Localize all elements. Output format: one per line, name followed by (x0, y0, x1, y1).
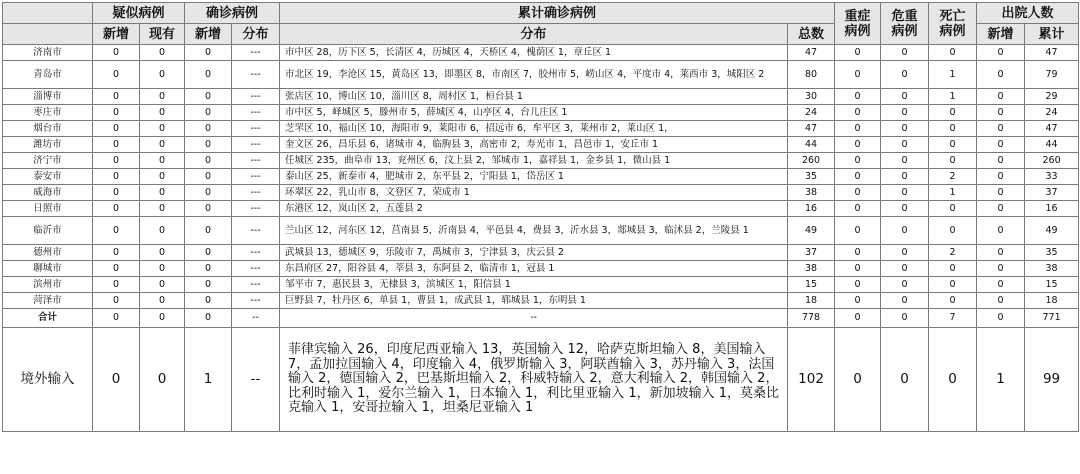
discharged-new-cell: 1 (977, 328, 1025, 432)
death-cell: 0 (929, 328, 977, 432)
severe-cell: 0 (835, 61, 881, 89)
suspected-new-cell: 0 (93, 293, 140, 309)
confirmed-new-cell: 0 (185, 293, 232, 309)
severe-cell: 0 (835, 105, 881, 121)
suspected-existing-cell: 0 (140, 137, 185, 153)
death-cell: 0 (929, 201, 977, 217)
death-cell: 0 (929, 153, 977, 169)
discharged-total-cell: 33 (1025, 169, 1079, 185)
suspected-new-cell: 0 (93, 261, 140, 277)
discharged-total-cell: 79 (1025, 61, 1079, 89)
cumulative-distribution-cell: 张店区 10，博山区 10，淄川区 8，周村区 1，桓台县 1 (280, 89, 788, 105)
death-cell: 1 (929, 185, 977, 201)
discharged-new-cell: 0 (977, 137, 1025, 153)
cumulative-distribution-cell: 邹平市 7，惠民县 3，无棣县 3，滨城区 1，阳信县 1 (280, 277, 788, 293)
suspected-existing-cell: 0 (140, 121, 185, 137)
cumulative-distribution-cell: 任城区 235，曲阜市 13，兖州区 6，汶上县 2，邹城市 1，嘉祥县 1，金乡县 1，微山县 1 (280, 153, 788, 169)
suspected-existing-cell: 0 (140, 293, 185, 309)
city-cell: 临沂市 (3, 217, 93, 245)
death-cell: 0 (929, 105, 977, 121)
city-cell: 泰安市 (3, 169, 93, 185)
header-confirmed: 确诊病例 (185, 3, 280, 24)
header-row-1 (3, 3, 1079, 24)
header-death: 死亡 病例 (929, 3, 977, 45)
cumulative-total-cell: 49 (788, 217, 835, 245)
cumulative-total-cell: 18 (788, 293, 835, 309)
discharged-new-cell: 0 (977, 277, 1025, 293)
severe-cell: 0 (835, 261, 881, 277)
cumulative-total-cell: 30 (788, 89, 835, 105)
cumulative-total-cell: 38 (788, 261, 835, 277)
discharged-total-cell: 49 (1025, 217, 1079, 245)
table-row (3, 245, 1079, 261)
confirmed-distribution-cell: --- (232, 185, 280, 201)
confirmed-distribution-cell: -- (232, 328, 280, 432)
table-row (3, 105, 1079, 121)
header-critical: 危重 病例 (881, 3, 929, 45)
suspected-new-cell: 0 (93, 61, 140, 89)
confirmed-distribution-cell: --- (232, 61, 280, 89)
discharged-new-cell: 0 (977, 245, 1025, 261)
confirmed-distribution-cell: --- (232, 153, 280, 169)
cumulative-distribution-cell: 泰山区 25，新泰市 4，肥城市 2，东平县 2，宁阳县 1，岱岳区 1 (280, 169, 788, 185)
cumulative-total-cell: 80 (788, 61, 835, 89)
severe-cell: 0 (835, 185, 881, 201)
discharged-total-cell: 37 (1025, 185, 1079, 201)
severe-cell: 0 (835, 169, 881, 185)
confirmed-distribution-cell: --- (232, 137, 280, 153)
discharged-new-cell: 0 (977, 89, 1025, 105)
cumulative-total-cell: 102 (788, 328, 835, 432)
suspected-new-cell: 0 (93, 105, 140, 121)
suspected-new-cell: 0 (93, 245, 140, 261)
critical-cell: 0 (881, 105, 929, 121)
suspected-new-cell: 0 (93, 309, 140, 328)
suspected-new-cell: 0 (93, 328, 140, 432)
death-cell: 0 (929, 217, 977, 245)
header-cumulative-total: 总数 (788, 24, 835, 45)
suspected-existing-cell: 0 (140, 201, 185, 217)
discharged-total-cell: 18 (1025, 293, 1079, 309)
header-blank-2 (3, 24, 93, 45)
suspected-existing-cell: 0 (140, 245, 185, 261)
city-cell: 聊城市 (3, 261, 93, 277)
city-cell: 烟台市 (3, 121, 93, 137)
discharged-new-cell: 0 (977, 169, 1025, 185)
discharged-total-cell: 35 (1025, 245, 1079, 261)
critical-cell: 0 (881, 61, 929, 89)
imported-cases-row (3, 328, 1079, 432)
header-discharged: 出院人数 (977, 3, 1079, 24)
confirmed-distribution-cell: --- (232, 105, 280, 121)
severe-cell: 0 (835, 89, 881, 105)
death-cell: 1 (929, 61, 977, 89)
suspected-new-cell: 0 (93, 277, 140, 293)
cumulative-distribution-cell: 东港区 12，岚山区 2，五莲县 2 (280, 201, 788, 217)
critical-cell: 0 (881, 137, 929, 153)
severe-cell: 0 (835, 201, 881, 217)
total-label: 合计 (3, 309, 93, 328)
critical-cell: 0 (881, 217, 929, 245)
suspected-existing-cell: 0 (140, 185, 185, 201)
critical-cell: 0 (881, 309, 929, 328)
critical-cell: 0 (881, 328, 929, 432)
city-cell: 淄博市 (3, 89, 93, 105)
discharged-total-cell: 260 (1025, 153, 1079, 169)
death-cell: 7 (929, 309, 977, 328)
confirmed-new-cell: 1 (185, 328, 232, 432)
discharged-total-cell: 29 (1025, 89, 1079, 105)
confirmed-new-cell: 0 (185, 185, 232, 201)
confirmed-new-cell: 0 (185, 201, 232, 217)
confirmed-distribution-cell: --- (232, 169, 280, 185)
header-confirmed-new: 新增 (185, 24, 232, 45)
discharged-new-cell: 0 (977, 293, 1025, 309)
suspected-existing-cell: 0 (140, 277, 185, 293)
confirmed-new-cell: 0 (185, 153, 232, 169)
severe-cell: 0 (835, 137, 881, 153)
cumulative-distribution-cell: 武城县 13，德城区 9，乐陵市 7，禹城市 3，宁津县 3，庆云县 2 (280, 245, 788, 261)
header-discharged-total: 累计 (1025, 24, 1079, 45)
table-row (3, 61, 1079, 89)
table-row (3, 169, 1079, 185)
cumulative-distribution-cell: 环翠区 22，乳山市 8，文登区 7，荣成市 1 (280, 185, 788, 201)
confirmed-distribution-cell: --- (232, 217, 280, 245)
suspected-existing-cell: 0 (140, 89, 185, 105)
discharged-total-cell: 24 (1025, 105, 1079, 121)
critical-cell: 0 (881, 201, 929, 217)
city-cell: 枣庄市 (3, 105, 93, 121)
city-cell: 济宁市 (3, 153, 93, 169)
cumulative-total-cell: 44 (788, 137, 835, 153)
total-row (3, 309, 1079, 328)
cumulative-total-cell: 38 (788, 185, 835, 201)
table-row (3, 201, 1079, 217)
discharged-total-cell: 44 (1025, 137, 1079, 153)
cumulative-distribution-cell: 巨野县 7，牡丹区 6，单县 1，曹县 1，成武县 1，郓城县 1，东明县 1 (280, 293, 788, 309)
confirmed-new-cell: 0 (185, 309, 232, 328)
cumulative-distribution-cell: 市中区 5，峄城区 5，滕州市 5，薛城区 4，山亭区 4，台儿庄区 1 (280, 105, 788, 121)
critical-cell: 0 (881, 261, 929, 277)
critical-cell: 0 (881, 169, 929, 185)
death-cell: 0 (929, 137, 977, 153)
confirmed-distribution-cell: --- (232, 201, 280, 217)
imported-distribution-cell: 菲律宾输入 26，印度尼西亚输入 13，英国输入 12，哈萨克斯坦输入 8，美国输入 7，孟加拉国输入 4，印度输入 4，俄罗斯输入 3，阿联酋输入 3，苏丹输入 3，法国输入 2，德国输入 2，巴基斯坦输入 2，科威特输入 2，意大利输入 2，韩国输入 2，比利时输入 1，爱尔兰输入 1，日本输入 1，利比里亚输入 1，新加坡输入 1，莫桑比克输入 1，安哥拉输入 1，坦桑尼亚输入 1 (280, 328, 788, 432)
discharged-total-cell: 38 (1025, 261, 1079, 277)
discharged-new-cell: 0 (977, 201, 1025, 217)
death-cell: 0 (929, 261, 977, 277)
confirmed-new-cell: 0 (185, 89, 232, 105)
cumulative-total-cell: 47 (788, 45, 835, 61)
table-row (3, 277, 1079, 293)
header-suspected-existing: 现有 (140, 24, 185, 45)
suspected-new-cell: 0 (93, 201, 140, 217)
severe-cell: 0 (835, 328, 881, 432)
table-row (3, 45, 1079, 61)
imported-label: 境外输入 (3, 328, 93, 432)
cumulative-distribution-cell: 市北区 19，李沧区 15，黄岛区 13，即墨区 8，市南区 7，胶州市 5，崂山区 4，平度市 4，莱西市 3，城阳区 2 (280, 61, 788, 89)
critical-cell: 0 (881, 293, 929, 309)
death-cell: 2 (929, 169, 977, 185)
confirmed-new-cell: 0 (185, 61, 232, 89)
discharged-new-cell: 0 (977, 217, 1025, 245)
confirmed-distribution-cell: --- (232, 277, 280, 293)
critical-cell: 0 (881, 45, 929, 61)
discharged-total-cell: 16 (1025, 201, 1079, 217)
confirmed-new-cell: 0 (185, 45, 232, 61)
cumulative-total-cell: 15 (788, 277, 835, 293)
discharged-total-cell: 47 (1025, 121, 1079, 137)
confirmed-distribution-cell: -- (232, 309, 280, 328)
critical-cell: 0 (881, 121, 929, 137)
cumulative-total-cell: 37 (788, 245, 835, 261)
severe-cell: 0 (835, 217, 881, 245)
header-suspected: 疑似病例 (93, 3, 185, 24)
confirmed-distribution-cell: --- (232, 121, 280, 137)
cumulative-distribution-cell: -- (280, 309, 788, 328)
severe-cell: 0 (835, 121, 881, 137)
header-blank (3, 3, 93, 24)
suspected-existing-cell: 0 (140, 328, 185, 432)
cumulative-distribution-cell: 奎文区 26，昌乐县 6，诸城市 4，临朐县 3，高密市 2，寿光市 1，昌邑市 1，安丘市 1 (280, 137, 788, 153)
death-cell: 0 (929, 121, 977, 137)
suspected-existing-cell: 0 (140, 309, 185, 328)
discharged-new-cell: 0 (977, 121, 1025, 137)
city-cell: 潍坊市 (3, 137, 93, 153)
suspected-new-cell: 0 (93, 153, 140, 169)
table-row (3, 185, 1079, 201)
suspected-existing-cell: 0 (140, 261, 185, 277)
critical-cell: 0 (881, 153, 929, 169)
table-row (3, 121, 1079, 137)
table-row (3, 89, 1079, 105)
confirmed-new-cell: 0 (185, 261, 232, 277)
discharged-new-cell: 0 (977, 185, 1025, 201)
suspected-existing-cell: 0 (140, 169, 185, 185)
table-row (3, 293, 1079, 309)
suspected-existing-cell: 0 (140, 217, 185, 245)
discharged-total-cell: 47 (1025, 45, 1079, 61)
confirmed-distribution-cell: --- (232, 261, 280, 277)
table-row (3, 261, 1079, 277)
severe-cell: 0 (835, 153, 881, 169)
suspected-existing-cell: 0 (140, 153, 185, 169)
header-severe: 重症 病例 (835, 3, 881, 45)
cumulative-total-cell: 24 (788, 105, 835, 121)
suspected-new-cell: 0 (93, 185, 140, 201)
confirmed-new-cell: 0 (185, 105, 232, 121)
city-cell: 威海市 (3, 185, 93, 201)
death-cell: 0 (929, 277, 977, 293)
confirmed-new-cell: 0 (185, 137, 232, 153)
severe-cell: 0 (835, 309, 881, 328)
cumulative-total-cell: 778 (788, 309, 835, 328)
discharged-new-cell: 0 (977, 61, 1025, 89)
cumulative-total-cell: 47 (788, 121, 835, 137)
confirmed-distribution-cell: --- (232, 293, 280, 309)
confirmed-new-cell: 0 (185, 245, 232, 261)
confirmed-new-cell: 0 (185, 277, 232, 293)
suspected-new-cell: 0 (93, 169, 140, 185)
header-confirmed-distribution: 分布 (232, 24, 280, 45)
critical-cell: 0 (881, 277, 929, 293)
table-row (3, 137, 1079, 153)
cumulative-distribution-cell: 东昌府区 27，阳谷县 4，莘县 3，东阿县 2，临清市 1，冠县 1 (280, 261, 788, 277)
discharged-new-cell: 0 (977, 45, 1025, 61)
suspected-new-cell: 0 (93, 137, 140, 153)
severe-cell: 0 (835, 277, 881, 293)
city-cell: 济南市 (3, 45, 93, 61)
discharged-new-cell: 0 (977, 309, 1025, 328)
header-suspected-new: 新增 (93, 24, 140, 45)
suspected-new-cell: 0 (93, 217, 140, 245)
cumulative-distribution-cell: 兰山区 12，河东区 12，莒南县 5，沂南县 4，平邑县 4，费县 3，沂水县 3，郯城县 3，临沭县 2，兰陵县 1 (280, 217, 788, 245)
suspected-existing-cell: 0 (140, 61, 185, 89)
confirmed-new-cell: 0 (185, 169, 232, 185)
header-discharged-new: 新增 (977, 24, 1025, 45)
city-cell: 菏泽市 (3, 293, 93, 309)
suspected-existing-cell: 0 (140, 45, 185, 61)
suspected-new-cell: 0 (93, 45, 140, 61)
discharged-new-cell: 0 (977, 105, 1025, 121)
confirmed-distribution-cell: --- (232, 45, 280, 61)
cumulative-total-cell: 260 (788, 153, 835, 169)
discharged-total-cell: 15 (1025, 277, 1079, 293)
confirmed-new-cell: 0 (185, 217, 232, 245)
critical-cell: 0 (881, 245, 929, 261)
critical-cell: 0 (881, 185, 929, 201)
death-cell: 0 (929, 45, 977, 61)
suspected-existing-cell: 0 (140, 105, 185, 121)
cumulative-distribution-cell: 市中区 28，历下区 5，长清区 4，历城区 4，天桥区 4，槐荫区 1，章丘区 1 (280, 45, 788, 61)
severe-cell: 0 (835, 293, 881, 309)
confirmed-new-cell: 0 (185, 121, 232, 137)
cumulative-total-cell: 16 (788, 201, 835, 217)
death-cell: 0 (929, 293, 977, 309)
discharged-total-cell: 771 (1025, 309, 1079, 328)
city-cell: 德州市 (3, 245, 93, 261)
confirmed-distribution-cell: --- (232, 245, 280, 261)
discharged-new-cell: 0 (977, 261, 1025, 277)
header-cumulative-distribution: 分布 (280, 24, 788, 45)
severe-cell: 0 (835, 245, 881, 261)
cumulative-total-cell: 35 (788, 169, 835, 185)
table-row (3, 153, 1079, 169)
city-cell: 滨州市 (3, 277, 93, 293)
cumulative-distribution-cell: 芝罘区 10，福山区 10，海阳市 9，莱阳市 6，招远市 6，牟平区 3，莱州市 2，莱山区 1， (280, 121, 788, 137)
city-cell: 青岛市 (3, 61, 93, 89)
suspected-new-cell: 0 (93, 121, 140, 137)
case-table (2, 2, 1079, 432)
discharged-new-cell: 0 (977, 153, 1025, 169)
header-cumulative: 累计确诊病例 (280, 3, 835, 24)
table-row (3, 217, 1079, 245)
death-cell: 2 (929, 245, 977, 261)
death-cell: 1 (929, 89, 977, 105)
critical-cell: 0 (881, 89, 929, 105)
suspected-new-cell: 0 (93, 89, 140, 105)
discharged-total-cell: 99 (1025, 328, 1079, 432)
confirmed-distribution-cell: --- (232, 89, 280, 105)
city-cell: 日照市 (3, 201, 93, 217)
severe-cell: 0 (835, 45, 881, 61)
